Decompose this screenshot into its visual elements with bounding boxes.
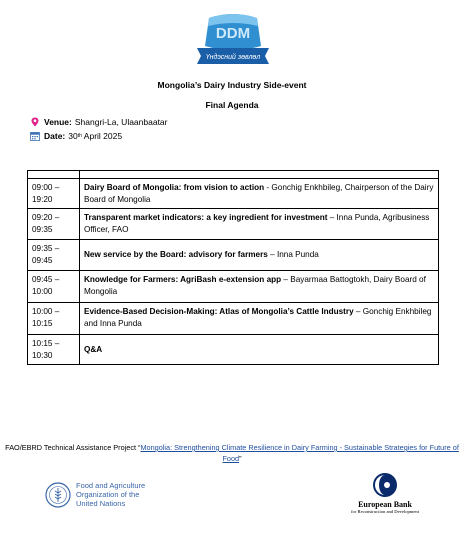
session-detail: – Inna Punda, Agribusiness Officer, FAO [84,213,430,234]
venue-label: Venue: [44,117,72,127]
agenda-heading: Final Agenda [205,100,259,110]
venue-line [30,117,168,127]
fao-emblem-icon [45,482,71,508]
fao-line: United Nations [76,499,126,508]
ebrd-subname: for Reconstruction and Development [351,509,419,514]
table-row [28,209,439,240]
time-end: 10:30 [32,350,53,360]
fao-name [76,481,145,508]
event-title: Mongolia’s Dairy Industry Side-event [157,80,307,90]
fao-logo [45,481,145,508]
session-cell [80,179,439,209]
agenda-table [27,170,439,365]
time-cell [28,271,80,303]
project-link[interactable]: Mongolia: Strengthening Climate Resilience in Dairy Farming - Sustainable Strategies for Future of Food [140,443,459,463]
ebrd-logo [330,472,440,514]
table-row [28,240,439,271]
time-end: 19:20 [32,194,53,204]
session-title: Q&A [84,344,103,354]
time-end: 10:15 [32,318,53,328]
session-cell [80,303,439,335]
time-cell [28,303,80,335]
session-title: Evidence-Based Decision-Making: Atlas of Mongolia’s Cattle Industry [84,307,354,316]
time-cell [28,209,80,240]
session-cell [80,209,439,240]
footnote-prefix: FAO/EBRD Technical Assistance Project “ [5,443,141,452]
session-title: Transparent market indicators: a key ingredient for investment [84,213,328,222]
date-rest: April 2025 [81,131,123,141]
session-cell [80,335,439,365]
fao-line: Organization of the [76,490,140,499]
table-row [28,303,439,335]
session-title: New service by the Board: advisory for farmers [84,250,268,260]
session-detail: – Inna Punda [267,250,319,260]
session-title: Dairy Board of Mongolia: from vision to action [84,183,265,192]
date-suffix: th [77,133,82,139]
time-start: 09:00 – [32,183,60,192]
session-title: Knowledge for Farmers: AgriBash e-extension app [84,275,282,284]
table-row [28,271,439,303]
time-start: 09:20 – [32,213,60,222]
session-detail: - Gonchig Enkhbileg, Chairperson of the Dairy Board of Mongolia [84,183,434,204]
dairy-board-logo [195,12,271,68]
time-cell [28,179,80,209]
logo-emblem-text: DDM [215,25,251,42]
project-footnote [0,443,464,464]
time-start: 09:45 – [32,275,60,284]
date-line [30,131,122,141]
ebrd-name: European Bank [358,500,412,509]
time-end: 09:45 [32,255,53,265]
time-start: 10:15 – [32,339,60,348]
venue-value: Shangri-La, Ulaanbaatar [74,117,168,127]
table-row [28,335,439,365]
date-day: 30 [68,131,78,141]
date-label: Date: [44,131,66,141]
fao-line: Food and Agriculture [76,481,146,490]
time-cell [28,335,80,365]
calendar-icon [30,131,40,141]
table-header-spacer [28,171,439,179]
time-end: 09:35 [32,224,53,234]
time-end: 10:00 [32,286,53,296]
location-pin-icon [30,117,40,127]
session-detail: – Gonchig Enkhbileg and Inna Punda [84,307,432,328]
time-cell [28,240,80,271]
time-start: 09:35 – [32,244,60,253]
ebrd-logo-icon [372,472,398,498]
time-start: 10:00 – [32,307,60,316]
session-cell [80,240,439,271]
session-detail: – Bayarmaa Battogtokh, Dairy Board of Mongolia [84,275,426,296]
footnote-suffix: ” [239,453,242,463]
session-cell [80,271,439,303]
table-row [28,179,439,209]
logo-ribbon-text: Үндэсний зөвлөл [205,54,261,61]
